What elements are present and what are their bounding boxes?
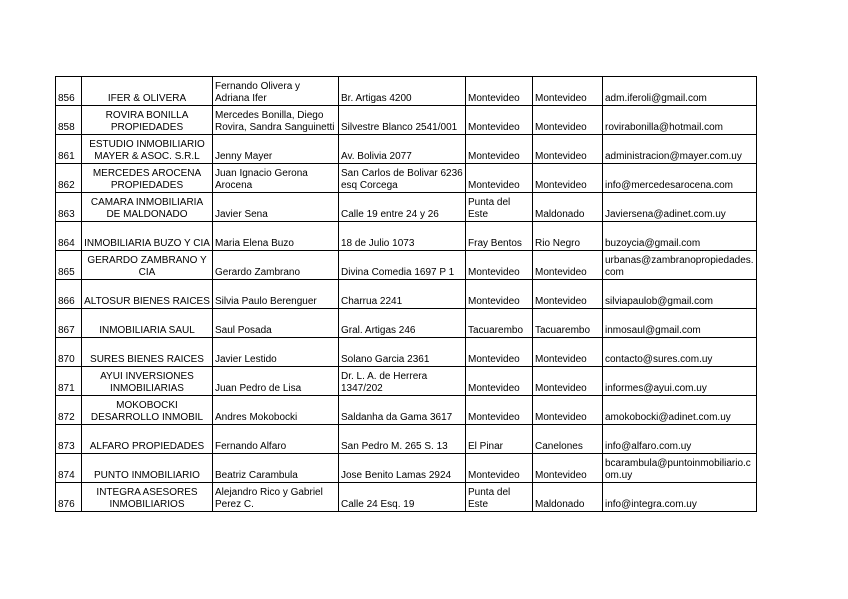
email-cell: info@alfaro.com.uy [603, 425, 757, 454]
table-row [56, 338, 757, 367]
department-cell: Montevideo [533, 367, 603, 396]
address-cell: 18 de Julio 1073 [339, 222, 466, 251]
contact-name-cell: Maria Elena Buzo [213, 222, 339, 251]
city-cell: Montevideo [466, 77, 533, 106]
city-cell: Montevideo [466, 396, 533, 425]
address-cell: Charrua 2241 [339, 280, 466, 309]
city-cell: Montevideo [466, 106, 533, 135]
address-cell: San Pedro M. 265 S. 13 [339, 425, 466, 454]
table-body [56, 77, 757, 512]
department-cell: Maldonado [533, 483, 603, 512]
department-cell: Montevideo [533, 251, 603, 280]
department-cell: Canelones [533, 425, 603, 454]
row-id-cell: 866 [56, 280, 82, 309]
row-id-cell: 871 [56, 367, 82, 396]
email-cell: contacto@sures.com.uy [603, 338, 757, 367]
email-cell: buzoycia@gmail.com [603, 222, 757, 251]
agency-name-cell: ESTUDIO INMOBILIARIO MAYER & ASOC. S.R.L [82, 135, 213, 164]
email-cell: adm.iferoli@gmail.com [603, 77, 757, 106]
email-cell: bcarambula@puntoinmobiliario.com.uy [603, 454, 757, 483]
city-cell: Fray Bentos [466, 222, 533, 251]
email-cell: urbanas@zambranopropiedades.com [603, 251, 757, 280]
department-cell: Montevideo [533, 135, 603, 164]
row-id-cell: 856 [56, 77, 82, 106]
contacts-table [55, 76, 757, 512]
department-cell: Tacuarembo [533, 309, 603, 338]
row-id-cell: 874 [56, 454, 82, 483]
city-cell: Montevideo [466, 164, 533, 193]
contact-name-cell: Gerardo Zambrano [213, 251, 339, 280]
department-cell: Montevideo [533, 396, 603, 425]
agency-name-cell: MERCEDES AROCENA PROPIEDADES [82, 164, 213, 193]
email-cell: inmosaul@gmail.com [603, 309, 757, 338]
contact-name-cell: Saul Posada [213, 309, 339, 338]
city-cell: Montevideo [466, 280, 533, 309]
email-cell: informes@ayui.com.uy [603, 367, 757, 396]
contact-name-cell: Andres Mokobocki [213, 396, 339, 425]
row-id-cell: 861 [56, 135, 82, 164]
city-cell: Montevideo [466, 367, 533, 396]
table-row [56, 454, 757, 483]
agency-name-cell: SURES BIENES RAICES [82, 338, 213, 367]
department-cell: Montevideo [533, 280, 603, 309]
address-cell: Divina Comedia 1697 P 1 [339, 251, 466, 280]
contact-name-cell: Beatriz Carambula [213, 454, 339, 483]
row-id-cell: 872 [56, 396, 82, 425]
row-id-cell: 870 [56, 338, 82, 367]
agency-name-cell: INTEGRA ASESORES INMOBILIARIOS [82, 483, 213, 512]
contact-name-cell: Jenny Mayer [213, 135, 339, 164]
agency-name-cell: INMOBILIARIA BUZO Y CIA [82, 222, 213, 251]
table-row [56, 483, 757, 512]
department-cell: Montevideo [533, 77, 603, 106]
contact-name-cell: Alejandro Rico y Gabriel Perez C. [213, 483, 339, 512]
contact-name-cell: Javier Sena [213, 193, 339, 222]
city-cell: Punta del Este [466, 483, 533, 512]
row-id-cell: 864 [56, 222, 82, 251]
address-cell: Silvestre Blanco 2541/001 [339, 106, 466, 135]
table-row [56, 396, 757, 425]
city-cell: Punta del Este [466, 193, 533, 222]
address-cell: Saldanha da Gama 3617 [339, 396, 466, 425]
department-cell: Rio Negro [533, 222, 603, 251]
row-id-cell: 858 [56, 106, 82, 135]
row-id-cell: 867 [56, 309, 82, 338]
row-id-cell: 862 [56, 164, 82, 193]
agency-name-cell: MOKOBOCKI DESARROLLO INMOBIL [82, 396, 213, 425]
email-cell: info@mercedesarocena.com [603, 164, 757, 193]
city-cell: Montevideo [466, 338, 533, 367]
row-id-cell: 876 [56, 483, 82, 512]
contact-name-cell: Silvia Paulo Berenguer [213, 280, 339, 309]
agency-name-cell: PUNTO INMOBILIARIO [82, 454, 213, 483]
table-row [56, 367, 757, 396]
table-row [56, 106, 757, 135]
department-cell: Montevideo [533, 338, 603, 367]
department-cell: Montevideo [533, 106, 603, 135]
agency-name-cell: ALTOSUR BIENES RAICES [82, 280, 213, 309]
table-row [56, 222, 757, 251]
agency-name-cell: CAMARA INMOBILIARIA DE MALDONADO [82, 193, 213, 222]
agency-name-cell: GERARDO ZAMBRANO Y CIA [82, 251, 213, 280]
email-cell: silviapaulob@gmail.com [603, 280, 757, 309]
table-row [56, 77, 757, 106]
department-cell: Montevideo [533, 454, 603, 483]
table-row [56, 425, 757, 454]
city-cell: Montevideo [466, 135, 533, 164]
contact-name-cell: Mercedes Bonilla, Diego Rovira, Sandra Sanguinetti [213, 106, 339, 135]
agency-name-cell: ROVIRA BONILLA PROPIEDADES [82, 106, 213, 135]
department-cell: Montevideo [533, 164, 603, 193]
email-cell: rovirabonilla@hotmail.com [603, 106, 757, 135]
table-row [56, 251, 757, 280]
address-cell: Av. Bolivia 2077 [339, 135, 466, 164]
address-cell: San Carlos de Bolivar 6236 esq Corcega [339, 164, 466, 193]
agency-name-cell: INMOBILIARIA SAUL [82, 309, 213, 338]
email-cell: info@integra.com.uy [603, 483, 757, 512]
city-cell: Montevideo [466, 454, 533, 483]
address-cell: Br. Artigas 4200 [339, 77, 466, 106]
address-cell: Calle 19 entre 24 y 26 [339, 193, 466, 222]
city-cell: Montevideo [466, 251, 533, 280]
city-cell: Tacuarembo [466, 309, 533, 338]
contact-name-cell: Fernando Olivera y Adriana Ifer [213, 77, 339, 106]
address-cell: Dr. L. A. de Herrera 1347/202 [339, 367, 466, 396]
email-cell: amokobocki@adinet.com.uy [603, 396, 757, 425]
agency-name-cell: IFER & OLIVERA [82, 77, 213, 106]
row-id-cell: 863 [56, 193, 82, 222]
table-row [56, 193, 757, 222]
email-cell: administracion@mayer.com.uy [603, 135, 757, 164]
table-row [56, 135, 757, 164]
contact-name-cell: Juan Ignacio Gerona Arocena [213, 164, 339, 193]
agency-name-cell: ALFARO PROPIEDADES [82, 425, 213, 454]
email-cell: Javiersena@adinet.com.uy [603, 193, 757, 222]
city-cell: El Pinar [466, 425, 533, 454]
table-row [56, 164, 757, 193]
address-cell: Solano Garcia 2361 [339, 338, 466, 367]
agency-name-cell: AYUI INVERSIONES INMOBILIARIAS [82, 367, 213, 396]
address-cell: Gral. Artigas 246 [339, 309, 466, 338]
table-row [56, 280, 757, 309]
row-id-cell: 873 [56, 425, 82, 454]
contact-name-cell: Juan Pedro de Lisa [213, 367, 339, 396]
department-cell: Maldonado [533, 193, 603, 222]
contact-name-cell: Javier Lestido [213, 338, 339, 367]
row-id-cell: 865 [56, 251, 82, 280]
table-row [56, 309, 757, 338]
contact-name-cell: Fernando Alfaro [213, 425, 339, 454]
address-cell: Calle 24 Esq. 19 [339, 483, 466, 512]
address-cell: Jose Benito Lamas 2924 [339, 454, 466, 483]
